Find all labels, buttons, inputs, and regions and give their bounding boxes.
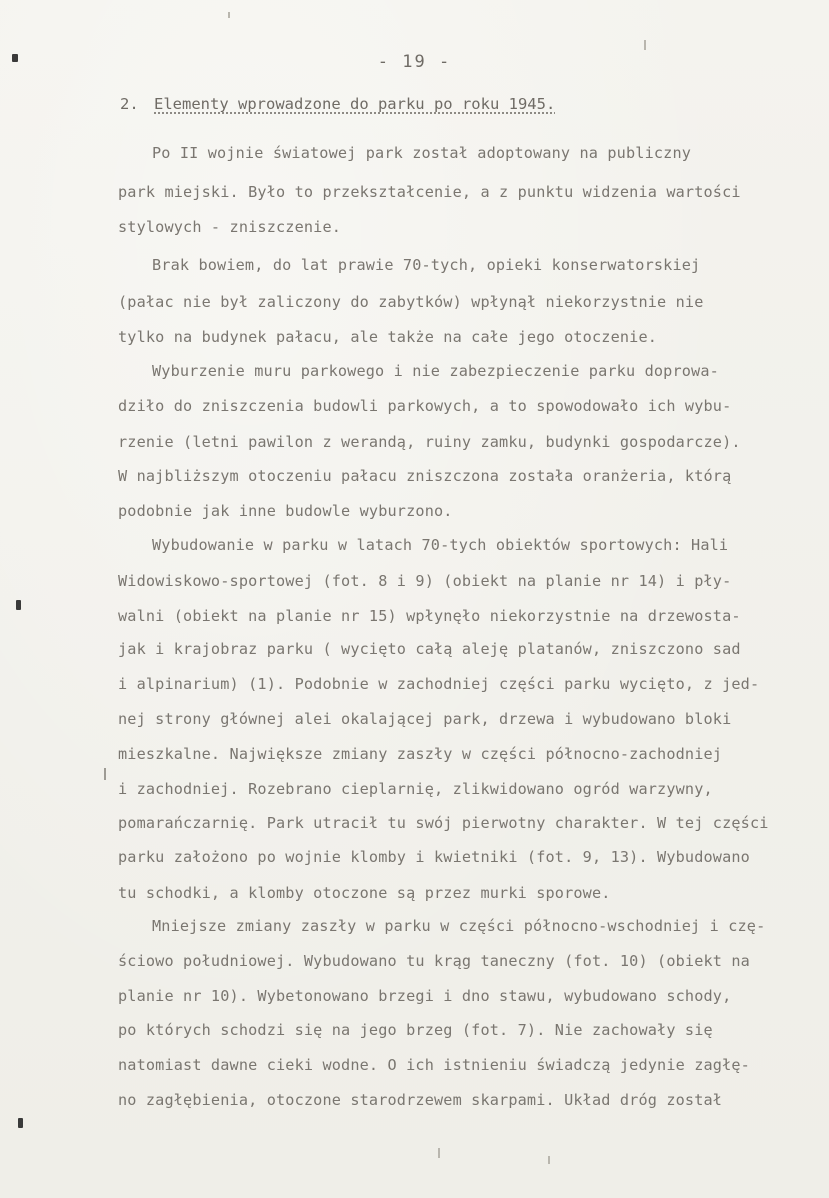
text-line: Po II wojnie światowej park został adoptowany na publiczny [152,144,692,162]
text-line: Mniejsze zmiany zaszły w parku w części północno-wschodniej i czę- [152,917,766,935]
text-line: nej strony głównej alei okalającej park, drzewa i wybudowano bloki [118,710,732,728]
text-line: tu schodki, a klomby otoczone są przez murki sporowe. [118,884,611,902]
text-line: po których schodzi się na jego brzeg (fot. 7). Nie zachowały się [118,1021,713,1039]
binding-hole-mark [16,600,21,610]
paper-speck [104,768,106,780]
paper-speck [438,1148,440,1158]
paper-speck [228,12,230,18]
text-line: Widowiskowo-sportowej (fot. 8 i 9) (obiekt na planie nr 14) i pły- [118,572,732,590]
paper-speck [548,1156,550,1164]
text-line: stylowych - zniszczenie. [118,218,342,236]
text-line: rzenie (letni pawilon z werandą, ruiny zamku, budynki gospodarcze). [118,433,741,451]
page-number: - 19 - [377,52,452,72]
text-line: park miejski. Było to przekształcenie, a z punktu widzenia wartości [118,183,741,201]
section-number: 2. [120,95,139,113]
text-line: walni (obiekt na planie nr 15) wpłynęło niekorzystnie na drzewosta- [118,607,741,625]
text-line: Wyburzenie muru parkowego i nie zabezpieczenie parku doprowa- [152,362,719,380]
text-line: ściowo południowej. Wybudowano tu krąg taneczny (fot. 10) (obiekt na [118,952,750,970]
text-line: parku założono po wojnie klomby i kwietniki (fot. 9, 13). Wybudowano [118,848,750,866]
text-line: no zagłębienia, otoczone starodrzewem skarpami. Układ dróg został [118,1091,723,1109]
text-line: W najbliższym otoczeniu pałacu zniszczona została oranżeria, którą [118,467,732,485]
text-line: jak i krajobraz parku ( wycięto całą aleję platanów, zniszczono sad [118,640,741,658]
text-line: tylko na budynek pałacu, ale także na całe jego otoczenie. [118,328,658,346]
text-line: podobnie jak inne budowle wyburzono. [118,502,453,520]
text-line: i alpinarium) (1). Podobnie w zachodniej części parku wycięto, z jed- [118,675,760,693]
text-line: Brak bowiem, do lat prawie 70-tych, opieki konserwatorskiej [152,256,701,274]
text-line: (pałac nie był zaliczony do zabytków) wpłynął niekorzystnie nie [118,293,704,311]
section-title: Elementy wprowadzone do parku po roku 1945. [154,95,556,113]
text-line: mieszkalne. Największe zmiany zaszły w części północno-zachodniej [118,745,723,763]
text-line: planie nr 10). Wybetonowano brzegi i dno stawu, wybudowano schody, [118,987,732,1005]
section-heading [120,95,555,113]
text-line: dziło do zniszczenia budowli parkowych, a to spowodowało ich wybu- [118,397,732,415]
binding-hole-mark [18,1118,23,1128]
text-line: i zachodniej. Rozebrano cieplarnię, zlikwidowano ogród warzywny, [118,780,713,798]
text-line: natomiast dawne cieki wodne. O ich istnieniu świadczą jedynie zagłę- [118,1056,750,1074]
text-line: pomarańczarnię. Park utracił tu swój pierwotny charakter. W tej części [118,814,769,832]
paper-speck [644,40,646,50]
text-line: Wybudowanie w parku w latach 70-tych obiektów sportowych: Hali [152,536,729,554]
